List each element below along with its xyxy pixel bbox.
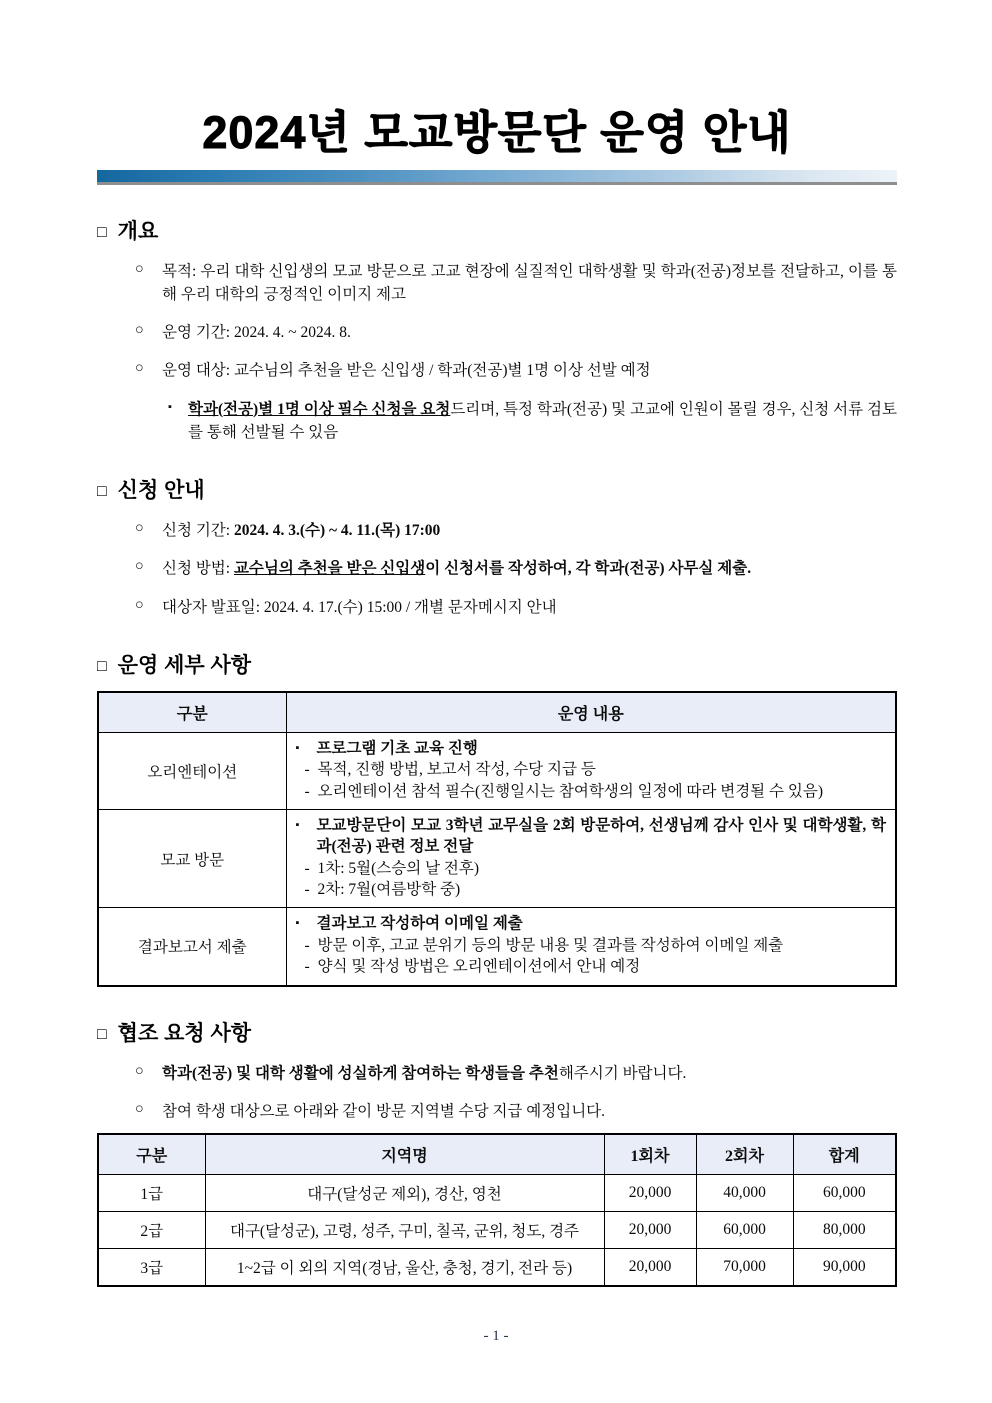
list-item — [135, 260, 897, 307]
text-segment: 학과(전공)별 1명 이상 필수 신청을 요청 — [188, 400, 451, 418]
row-content — [286, 809, 896, 908]
list-item-text — [162, 260, 897, 307]
row-content — [286, 908, 896, 986]
content-bullet-line — [296, 815, 887, 858]
list-item-text — [162, 596, 897, 619]
circle-bullet-icon: ○ — [135, 360, 144, 377]
amount-cell: 20,000 — [604, 1212, 696, 1249]
content-sub-line — [305, 935, 887, 956]
amount-cell: 60,000 — [793, 1175, 896, 1212]
dash-bullet-icon: - — [304, 936, 310, 954]
square-bullet-icon: ▪ — [168, 400, 172, 413]
dash-bullet-icon: - — [304, 782, 310, 800]
sub-list-item-text — [188, 398, 897, 445]
row-content — [286, 732, 896, 809]
text-segment: 신청 방법: — [162, 560, 234, 578]
list-item-text — [162, 519, 897, 542]
table-row — [98, 1249, 896, 1287]
column-header: 합계 — [793, 1134, 896, 1175]
dash-bullet-icon: - — [304, 881, 310, 898]
list-item — [135, 1062, 897, 1085]
list-item — [135, 359, 897, 382]
text-segment: 목적: 우리 대학 신입생의 모교 방문으로 고교 현장에 실질적인 대학생활 및 학과(전공)정보를 전달하고, 이를 통해 우리 대학의 긍정적인 이미지 제고 — [162, 262, 897, 303]
content-sub-line — [305, 781, 887, 802]
section-heading-label: 협조 요청 사항 — [117, 1021, 252, 1045]
content-sub-line — [305, 879, 887, 900]
content-sub-text: 오리엔테이션 참석 필수(진행일시는 참여학생의 일정에 따라 변경될 수 있음) — [317, 782, 823, 800]
list-item — [135, 596, 897, 619]
list-item — [135, 1100, 897, 1123]
amount-cell: 90,000 — [793, 1249, 896, 1287]
row-label: 결과보고서 제출 — [98, 908, 286, 986]
text-segment: 해주시기 바랍니다. — [558, 1064, 687, 1082]
circle-bullet-icon: ○ — [135, 520, 144, 536]
circle-bullet-icon: ○ — [135, 558, 144, 575]
page-number: - 1 - — [483, 1328, 509, 1344]
region-cell: 대구(달성군), 고령, 성주, 구미, 칠곡, 군위, 청도, 경주 — [205, 1212, 604, 1249]
title-accent-bar — [97, 170, 897, 185]
page-title: 2024년 모교방문단 운영 안내 — [202, 107, 792, 158]
text-segment: 운영 대상: 교수님의 추천을 받은 신입생 / 학과(전공)별 1명 이상 선발 예정 — [162, 362, 651, 380]
text-segment: 운영 기간: 2024. 4. ~ 2024. 8. — [162, 324, 351, 341]
amount-cell: 70,000 — [696, 1249, 793, 1287]
text-segment: 대상자 발표일: 2024. 4. 17.(수) 15:00 / 개별 문자메시지 안내 — [162, 598, 557, 616]
region-cell: 대구(달성군 제외), 경산, 영천 — [205, 1175, 604, 1212]
section-heading — [97, 474, 897, 504]
content-sub-line — [305, 759, 887, 780]
square-bullet-icon: ▪ — [295, 818, 300, 831]
circle-bullet-icon: ○ — [135, 322, 144, 338]
section-heading-label: 신청 안내 — [117, 479, 205, 502]
column-header: 구분 — [98, 692, 286, 733]
content-bullet-line — [296, 738, 887, 759]
text-segment: 모교방문단이 모교 3학년 교무실을 2회 방문하여, 선생님께 감사 인사 및 대학생활, 학과(전공) 관련 정보 전달 — [316, 816, 886, 856]
amount-cell: 20,000 — [604, 1175, 696, 1212]
content-sub-text: 양식 및 작성 방법은 오리엔테이션에서 안내 예정 — [317, 958, 641, 976]
sub-list-item — [168, 398, 897, 445]
square-bullet-icon: ▪ — [295, 741, 300, 754]
text-segment: 2024. 4. 3.(수) ~ 4. 11.(목) 17:00 — [233, 522, 441, 539]
grade-cell: 2급 — [98, 1212, 205, 1249]
cooperation-items — [135, 1062, 897, 1124]
square-bullet-icon: ▪ — [295, 917, 300, 930]
content-sub-text: 2차: 7월(여름방학 중) — [317, 881, 461, 898]
amount-cell: 40,000 — [696, 1175, 793, 1212]
dash-bullet-icon: - — [304, 859, 310, 877]
content-bullet-text — [317, 815, 887, 858]
dash-bullet-icon: - — [304, 761, 310, 779]
section-heading — [97, 649, 897, 679]
allowance-table — [97, 1133, 897, 1287]
table-row — [98, 732, 896, 809]
column-header: 1회차 — [604, 1134, 696, 1175]
content-sub-text: 1차: 5월(스승의 날 전후) — [317, 859, 480, 877]
section-heading — [97, 215, 897, 245]
text-segment: 참여 학생 대상으로 아래와 같이 방문 지역별 수당 지급 예정입니다. — [162, 1102, 606, 1120]
text-segment: 신청 기간: — [162, 522, 234, 539]
section-heading — [97, 1017, 897, 1047]
apply-items — [135, 519, 897, 619]
list-item — [135, 321, 897, 344]
circle-bullet-icon: ○ — [135, 596, 144, 613]
row-label: 오리엔테이션 — [98, 732, 286, 809]
column-header: 운영 내용 — [286, 692, 896, 733]
document-content — [97, 0, 897, 1287]
section-heading-label: 운영 세부 사항 — [117, 653, 252, 677]
table-row — [98, 1212, 896, 1249]
region-cell: 1~2급 이 외의 지역(경남, 울산, 충청, 경기, 전라 등) — [205, 1249, 604, 1287]
list-item — [135, 519, 897, 542]
text-segment: 결과보고 작성하여 이메일 제출 — [316, 915, 523, 933]
content-bullet-text — [317, 738, 478, 759]
circle-bullet-icon: ○ — [135, 260, 144, 277]
grade-cell: 3급 — [98, 1249, 205, 1287]
text-segment: 교수님의 추천을 받은 신입생 — [233, 560, 426, 578]
table-row — [98, 908, 896, 986]
list-item-text — [162, 359, 897, 382]
text-segment: 프로그램 기초 교육 진행 — [316, 739, 478, 757]
checkbox-icon: □ — [97, 657, 107, 675]
text-segment: 이 신청서를 작성하여, 각 학과(전공) 사무실 제출. — [425, 560, 752, 578]
section-heading-label: 개요 — [117, 219, 159, 243]
content-sub-text: 목적, 진행 방법, 보고서 작성, 수당 지급 등 — [317, 761, 596, 779]
list-item-text — [162, 557, 897, 580]
row-label: 모교 방문 — [98, 809, 286, 908]
list-item — [135, 557, 897, 580]
content-sub-line — [305, 956, 887, 977]
table-row — [98, 809, 896, 908]
amount-cell: 80,000 — [793, 1212, 896, 1249]
amount-cell: 20,000 — [604, 1249, 696, 1287]
list-item-text — [162, 1062, 897, 1085]
text-segment: 드리며, 특정 학과(전공) 및 고교에 인원이 몰릴 경우, 신청 서류 검토를 통해 선발될 수 있음 — [188, 400, 898, 441]
table-header-row — [98, 1134, 896, 1175]
content-sub-text: 방문 이후, 고교 분위기 등의 방문 내용 및 결과를 작성하여 이메일 제출 — [317, 936, 784, 954]
list-item-text — [162, 1100, 897, 1123]
section-apply — [97, 474, 897, 619]
section-overview — [97, 215, 897, 445]
list-item-text — [162, 321, 897, 344]
circle-bullet-icon: ○ — [135, 1062, 144, 1079]
column-header: 지역명 — [205, 1134, 604, 1175]
content-bullet-text — [317, 913, 523, 934]
grade-cell: 1급 — [98, 1175, 205, 1212]
checkbox-icon: □ — [97, 223, 107, 241]
text-segment: 학과(전공) 및 대학 생활에 성실하게 참여하는 학생들을 추천 — [162, 1064, 559, 1082]
amount-cell: 60,000 — [696, 1212, 793, 1249]
overview-items — [135, 260, 897, 445]
column-header: 2회차 — [696, 1134, 793, 1175]
table-header-row — [98, 692, 896, 733]
section-cooperation — [97, 1017, 897, 1288]
table-row — [98, 1175, 896, 1212]
circle-bullet-icon: ○ — [135, 1100, 144, 1117]
column-header: 구분 — [98, 1134, 205, 1175]
operation-details-table — [97, 691, 897, 987]
checkbox-icon: □ — [97, 483, 107, 500]
content-sub-line — [305, 858, 887, 879]
content-bullet-line — [296, 913, 887, 934]
section-details — [97, 649, 897, 987]
dash-bullet-icon: - — [304, 958, 310, 976]
checkbox-icon: □ — [97, 1025, 107, 1043]
